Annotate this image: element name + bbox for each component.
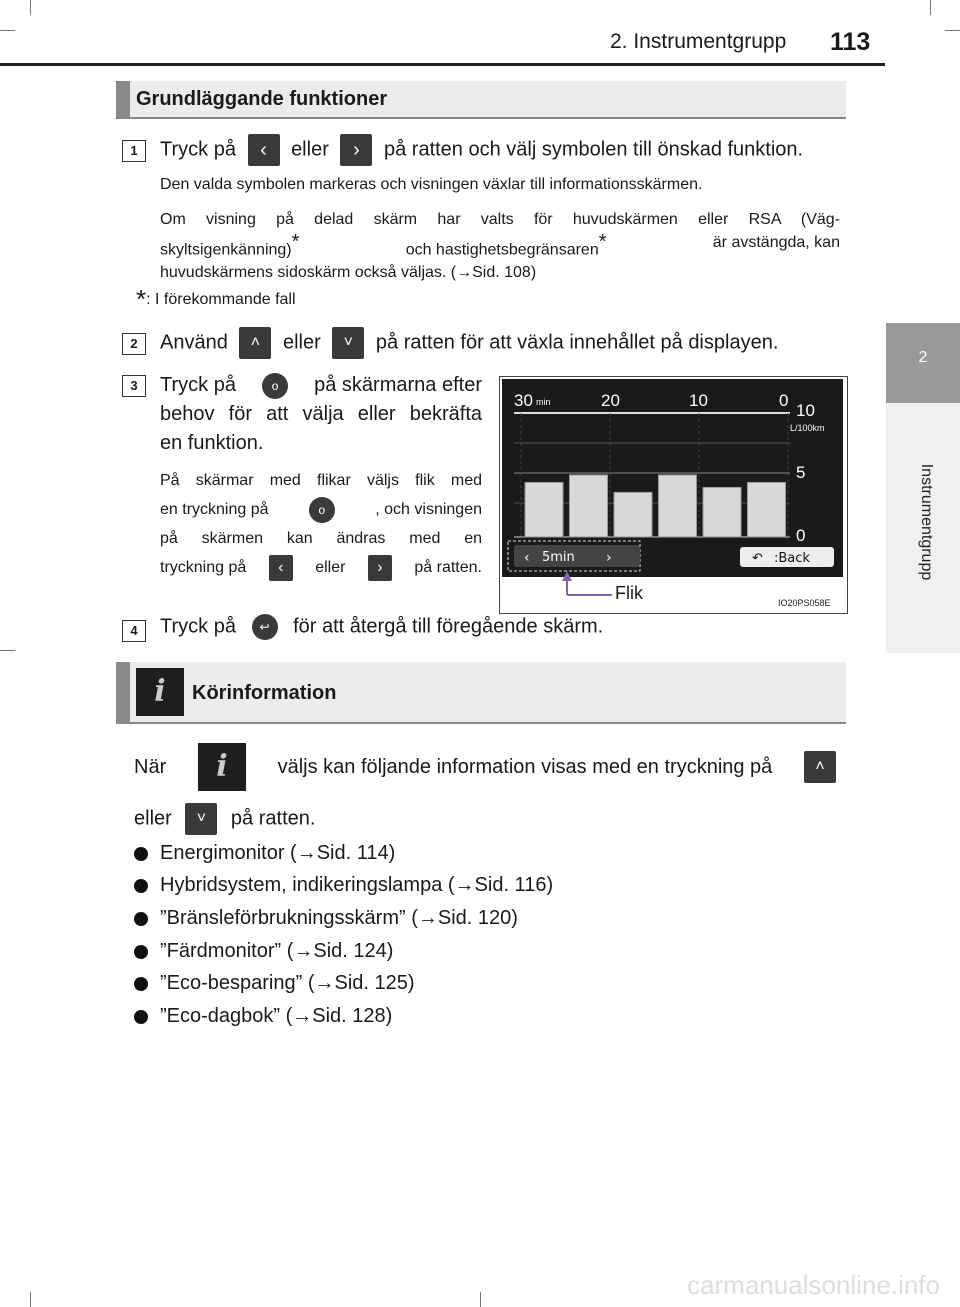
ok-button-icon: o [262, 373, 288, 399]
bullet-icon [134, 847, 148, 861]
right-axis-tick: 5 [796, 463, 806, 482]
crop-mark [0, 30, 15, 31]
chevron-up-icon: ˄ [239, 327, 271, 359]
unit-label: L/100km [790, 423, 825, 433]
chapter-tab [886, 403, 960, 653]
callout-line [500, 377, 847, 613]
chevron-down-icon: ˅ [185, 803, 217, 835]
watermark: carmanualsonline.info [687, 1270, 940, 1300]
bullet-icon [134, 977, 148, 991]
back-button-icon: ↩ [252, 614, 278, 640]
top-axis-unit: min [536, 397, 551, 407]
screen-back-label: :Back [774, 551, 810, 566]
ok-button-icon: o [309, 497, 335, 523]
chevron-left-icon: ‹ [248, 134, 280, 166]
bullet-icon [134, 879, 148, 893]
svg-text:›: › [606, 550, 612, 566]
crop-mark [945, 30, 960, 31]
right-axis-tick: 0 [796, 526, 806, 545]
header-rule [0, 63, 885, 66]
list-item: Energimonitor (→Sid. 114) [134, 842, 395, 865]
chevron-right-icon: › [368, 555, 392, 581]
step1-text: Tryck på ‹ eller › på ratten och välj symbolen till önskad funktion. [160, 134, 803, 166]
info-icon: i [136, 668, 184, 716]
crop-mark [930, 0, 931, 15]
bullet-icon [134, 1010, 148, 1024]
step3-text: Tryck på o på skärmarna efter behov för att välja eller bekräfta en funktion. [160, 374, 482, 454]
page-number: 113 [830, 28, 871, 56]
chevron-up-icon: ˄ [804, 751, 836, 783]
top-axis-tick: 0 [779, 391, 789, 410]
step-number: 1 [122, 140, 146, 162]
section-header-driving-info [116, 662, 846, 724]
step-number: 4 [122, 620, 146, 642]
bullet-icon [134, 912, 148, 926]
chevron-left-icon: ‹ [269, 555, 293, 581]
intro-line2: eller ˅ på ratten. [134, 803, 315, 835]
chapter-tab-number: 2 [886, 323, 960, 403]
chevron-down-icon: ˅ [332, 327, 364, 359]
section-title: Körinformation [192, 682, 337, 704]
section-title: Grundläggande funktioner [136, 88, 388, 110]
intro-line1: När i väljs kan följande information visas med en tryckning på ˄ [134, 743, 836, 791]
crop-mark [30, 0, 31, 15]
step4-text: Tryck på ↩ för att återgå till föregående skärm. [160, 614, 603, 640]
top-axis-tick: 10 [689, 391, 708, 410]
step2-text: Använd ˄ eller ˅ på ratten för att växla innehållet på displayen. [160, 327, 778, 359]
chapter-tab-label: Instrumentgrupp [918, 463, 935, 581]
chapter-title: 2. Instrumentgrupp [610, 30, 787, 53]
right-axis-tick: 10 [796, 401, 815, 420]
list-item: ”Färdmonitor” (→Sid. 124) [134, 940, 393, 963]
step-number: 2 [122, 333, 146, 355]
step-number: 3 [122, 375, 146, 397]
screen-tab-label: 5min [542, 550, 575, 565]
list-item: ”Bränsleförbrukningsskärm” (→Sid. 120) [134, 907, 518, 930]
step1-note: Den valda symbolen markeras och visningen växlar till informationsskärmen. [160, 176, 703, 193]
figure-code: IO20PS058E [778, 598, 831, 608]
svg-text:↶: ↶ [752, 551, 763, 566]
step1-note2: Om visning på delad skärm har valts för huvudskärmen eller RSA (Väg- skyltsigenkänning)* och hastighetsbegränsaren* är avstängda, kan huvudskärmens sidoskärm också väljas. (→Sid. 108) [160, 211, 840, 282]
svg-text:‹: ‹ [524, 550, 530, 566]
step3-note: På skärmar med flikar väljs flik med en tryckning på o , och visningen på skärmen kan ändras med en tryckning på ‹ eller › på ratten. [160, 466, 482, 582]
display-figure [499, 376, 848, 614]
section-header-basic-functions [116, 81, 846, 119]
top-axis-tick: 30 [514, 391, 533, 410]
list-item: Hybridsystem, indikeringslampa (→Sid. 116) [134, 874, 553, 897]
crop-mark [0, 650, 15, 651]
footnote: *: I förekommande fall [136, 284, 296, 314]
bullet-icon [134, 945, 148, 959]
chevron-right-icon: › [340, 134, 372, 166]
callout-label: Flik [615, 583, 643, 603]
list-item: ”Eco-besparing” (→Sid. 125) [134, 972, 415, 995]
list-item: ”Eco-dagbok” (→Sid. 128) [134, 1005, 392, 1028]
info-icon: i [198, 743, 246, 791]
top-axis-tick: 20 [601, 391, 620, 410]
